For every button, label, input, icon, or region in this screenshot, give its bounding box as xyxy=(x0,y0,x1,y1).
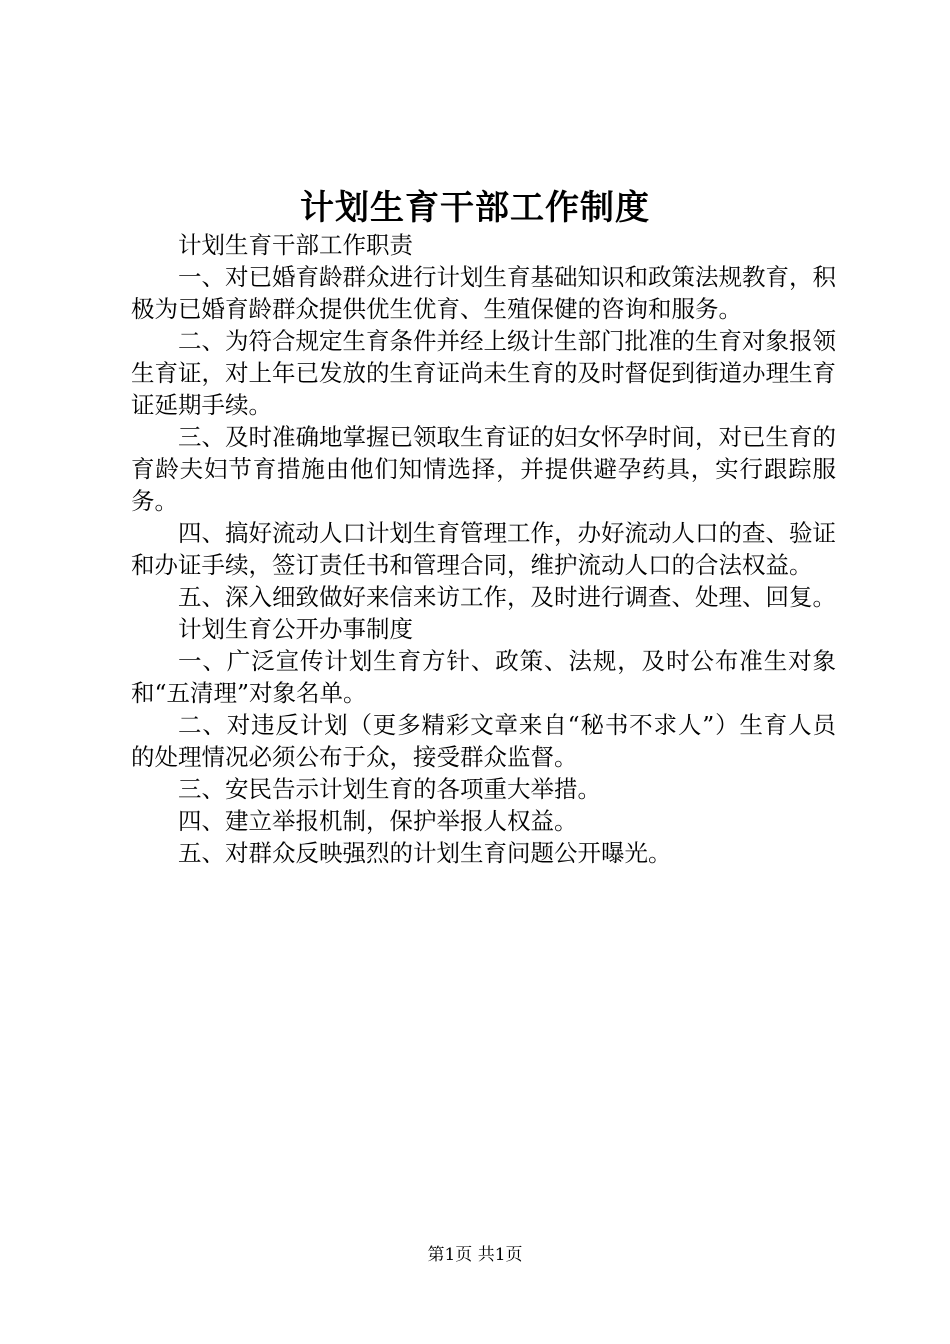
paragraph: 一、对已婚育龄群众进行计划生育基础知识和政策法规教育，积极为已婚育龄群众提供优生优育、生殖保健的咨询和服务。 xyxy=(131,263,836,323)
paragraph-section-heading-disclosure: 计划生育公开办事制度 xyxy=(178,615,413,643)
paragraph: 五、深入细致做好来信来访工作，及时进行调查、处理、回复。 xyxy=(178,583,836,611)
paragraph: 四、搞好流动人口计划生育管理工作，办好流动人口的查、验证和办证手续，签订责任书和管理合同，维护流动人口的合法权益。 xyxy=(131,519,836,579)
paragraph: 三、及时准确地掌握已领取生育证的妇女怀孕时间，对已生育的育龄夫妇节育措施由他们知情选择，并提供避孕药具，实行跟踪服务。 xyxy=(131,423,836,515)
paragraph: 一、广泛宣传计划生育方针、政策、法规，及时公布准生对象和“五清理”对象名单。 xyxy=(131,647,836,707)
paragraph: 二、对违反计划（更多精彩文章来自“秘书不求人”）生育人员的处理情况必须公布于众，接受群众监督。 xyxy=(131,711,836,771)
document-body xyxy=(131,229,836,869)
paragraph: 五、对群众反映强烈的计划生育问题公开曝光。 xyxy=(178,839,672,867)
document-title: 计划生育干部工作制度 xyxy=(300,188,650,228)
paragraph: 四、建立举报机制，保护举报人权益。 xyxy=(178,807,578,835)
paragraph: 三、安民告示计划生育的各项重大举措。 xyxy=(178,775,601,803)
page-number-footer: 第1页 共1页 xyxy=(427,1245,523,1265)
paragraph-section-heading-duties: 计划生育干部工作职责 xyxy=(178,231,413,259)
paragraph: 二、为符合规定生育条件并经上级计生部门批准的生育对象报领生育证，对上年已发放的生育证尚未生育的及时督促到街道办理生育证延期手续。 xyxy=(131,327,836,419)
